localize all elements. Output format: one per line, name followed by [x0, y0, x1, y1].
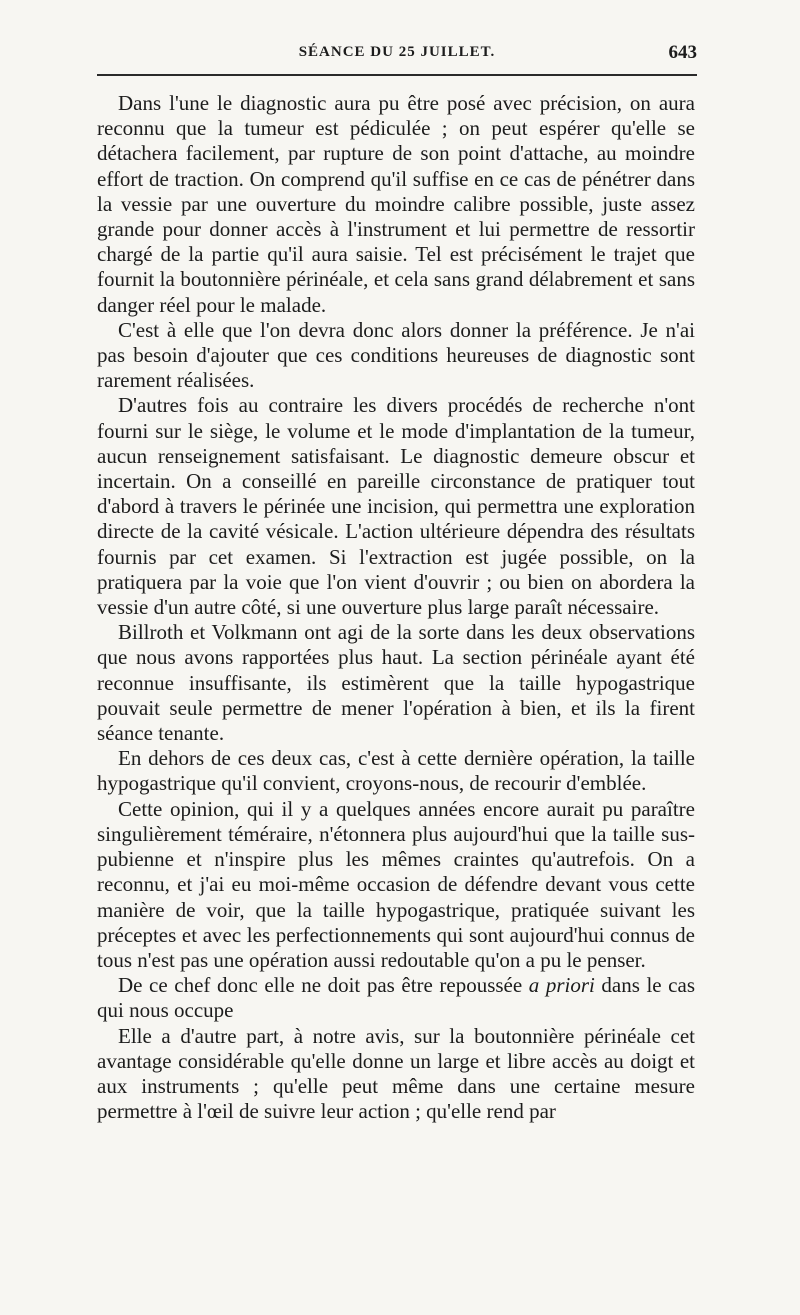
paragraph: Billroth et Volkmann ont agi de la sorte dans les deux observations que nous avons rapportées plus haut. La section périnéale ayant été reconnue insuffisante, ils estimèrent que la taille hypogastrique pouvait seule permettre de mener l'opération à bien, et ils la firent séance tenante. — [97, 620, 695, 746]
italic-phrase: a priori — [528, 973, 595, 998]
paragraph: Cette opinion, qui il y a quelques années encore aurait pu paraître singulièrement téméraire, n'étonnera plus aujourd'hui que la taille sus-pubienne et n'inspire plus les mêmes craintes qu'autrefois. On a reconnu, et j'ai eu moi-même occasion de défendre devant vous cette manière de voir, que la taille hypogastrique, pratiquée suivant les préceptes et avec les perfectionnements qui sont aujourd'hui connus de tous n'est pas une opération aussi redoutable qu'on a pu le penser. — [97, 796, 695, 972]
page-header — [97, 44, 697, 68]
paragraph-a-priori — [97, 973, 695, 1023]
paragraph: En dehors de ces deux cas, c'est à cette dernière opération, la taille hypogastrique qu'il convient, croyons-nous, de recourir d'emblée. — [97, 746, 695, 796]
body-text — [97, 91, 695, 1124]
page-number: 643 — [668, 42, 697, 63]
header-rule — [97, 74, 697, 76]
text-run: De ce chef donc elle ne doit pas être repoussée — [118, 973, 529, 998]
text-run: dans le cas qui nous occupe — [97, 973, 695, 1023]
running-title: SÉANCE DU 25 JUILLET. — [298, 44, 496, 60]
paragraph: D'autres fois au contraire les divers procédés de recherche n'ont fourni sur le siège, le volume et le mode d'implantation de la tumeur, aucun renseignement satisfaisant. Le diagnostic demeure obscur et incertain. On a conseillé en pareille circonstance de pratiquer tout d'abord à travers le périnée une incision, qui permettra une exploration directe de la cavité vésicale. L'action ultérieure dépendra des résultats fournis par cet examen. Si l'extraction est jugée possible, on la pratiquera par la voie que l'on vient d'ouvrir ; ou bien on abordera la vessie d'un autre côté, si une ouverture plus large paraît nécessaire. — [97, 393, 695, 620]
paragraph: Dans l'une le diagnostic aura pu être posé avec précision, on aura reconnu que la tumeur est pédiculée ; on peut espérer qu'elle se détachera facilement, par rupture de son point d'attache, au moindre effort de traction. On comprend qu'il suffise en ce cas de pénétrer dans la vessie par une ouverture du moindre calibre possible, juste assez grande pour donner accès à l'instrument et lui permettre de ressortir chargé de la partie qu'il aura saisie. Tel est précisément le trajet que fournit la boutonnière périnéale, et cela sans grand délabrement et sans danger réel pour le malade. — [97, 91, 695, 317]
paragraph: C'est à elle que l'on devra donc alors donner la préférence. Je n'ai pas besoin d'ajouter que ces conditions heureuses de diagnostic sont rarement réalisées. — [97, 317, 695, 393]
paragraph: Elle a d'autre part, à notre avis, sur la boutonnière périnéale cet avantage considérable qu'elle donne un large et libre accès au doigt et aux instruments ; qu'elle peut même dans une certaine mesure permettre à l'œil de suivre leur action ; qu'elle rend par — [97, 1023, 695, 1124]
